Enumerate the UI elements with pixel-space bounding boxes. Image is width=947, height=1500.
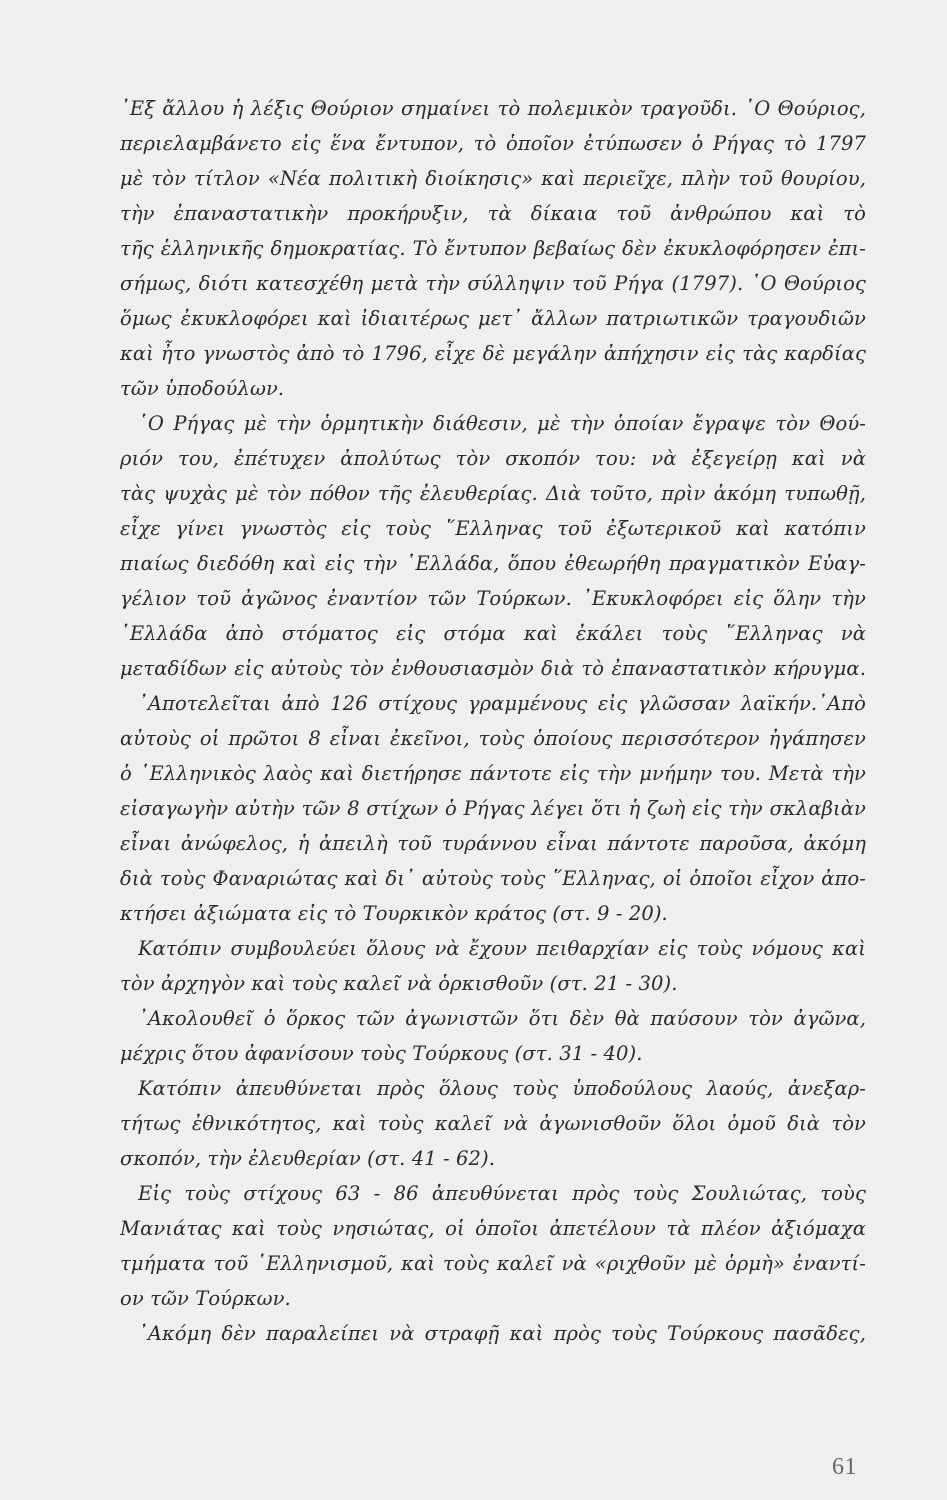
text-line: Εἰς τοὺς στίχους 63 - 86 ἀπευθύνεται πρὸς τοὺς Σουλιώτας, τοὺς — [138, 1182, 866, 1205]
text-line: περιελαμβάνετο εἰς ἕνα ἔντυπον, τὸ ὁποῖον ἐτύπωσεν ὁ Ρήγας τὸ 1797 — [120, 132, 866, 155]
text-line: τμήματα τοῦ ῾Ελληνισμοῦ, καὶ τοὺς καλεῖ νὰ «ριχθοῦν μὲ ὁρμὴ» ἐναντί- — [120, 1252, 866, 1275]
text-line: μέχρις ὅτου ἀφανίσουν τοὺς Τούρκους (στ. 31 - 40). — [120, 1042, 643, 1065]
text-line: ὅμως ἐκυκλοφόρει καὶ ἰδιαιτέρως μετ᾿ ἄλλων πατριωτικῶν τραγουδιῶν — [120, 307, 866, 330]
text-line: σήμως, διότι κατεσχέθη μετὰ τὴν σύλληψιν τοῦ Ρήγα (1797). ῾Ο Θούριος — [120, 272, 866, 295]
text-line: τήτως ἐθνικότητος, καὶ τοὺς καλεῖ νὰ ἀγωνισθοῦν ὅλοι ὁμοῦ διὰ τὸν — [120, 1112, 866, 1135]
text-line: πιαίως διεδόθη καὶ εἰς τὴν ῾Ελλάδα, ὅπου ἐθεωρήθη πραγματικὸν Εὐαγ- — [120, 552, 866, 575]
page-number: 61 — [832, 1454, 857, 1480]
text-line: μὲ τὸν τίτλον «Νέα πολιτικὴ διοίκησις» καὶ περιεῖχε, πλὴν τοῦ θουρίου, — [120, 167, 866, 190]
text-line: σκοπόν, τὴν ἐλευθερίαν (στ. 41 - 62). — [120, 1147, 496, 1170]
text-line: εἰσαγωγὴν αὐτὴν τῶν 8 στίχων ὁ Ρήγας λέγει ὅτι ἡ ζωὴ εἰς τὴν σκλαβιὰν — [120, 797, 866, 820]
text-line: ῾Ελλάδα ἀπὸ στόματος εἰς στόμα καὶ ἐκάλει τοὺς ῞Ελληνας νὰ — [120, 622, 866, 645]
text-line: ον τῶν Τούρκων. — [120, 1287, 291, 1310]
text-line: τὸν ἀρχηγὸν καὶ τοὺς καλεῖ νὰ ὁρκισθοῦν (στ. 21 - 30). — [120, 972, 678, 995]
text-line: κτήσει ἀξιώματα εἰς τὸ Τουρκικὸν κράτος (στ. 9 - 20). — [120, 902, 668, 925]
text-line: καὶ ἦτο γνωστὸς ἀπὸ τὸ 1796, εἶχε δὲ μεγάλην ἀπήχησιν εἰς τὰς καρδίας — [120, 342, 866, 365]
text-line: ᾿Αποτελεῖται ἀπὸ 126 στίχους γραμμένους εἰς γλῶσσαν λαϊκήν.᾿Απὸ — [138, 692, 866, 715]
text-line: Κατόπιν ἀπευθύνεται πρὸς ὅλους τοὺς ὑποδούλους λαούς, ἀνεξαρ- — [138, 1077, 866, 1100]
text-line: τῶν ὑποδούλων. — [120, 377, 285, 400]
text-line: αὐτοὺς οἱ πρῶτοι 8 εἶναι ἐκεῖνοι, τοὺς ὁποίους περισσότερον ἠγάπησεν — [120, 727, 866, 750]
text-line: γέλιον τοῦ ἀγῶνος ἐναντίον τῶν Τούρκων. ᾿Εκυκλοφόρει εἰς ὅλην τὴν — [120, 587, 866, 610]
text-line: ῾Ο Ρήγας μὲ τὴν ὁρμητικὴν διάθεσιν, μὲ τὴν ὁποίαν ἔγραψε τὸν Θού- — [138, 412, 866, 435]
text-line: τὰς ψυχὰς μὲ τὸν πόθον τῆς ἐλευθερίας. Διὰ τοῦτο, πρὶν ἀκόμη τυπωθῇ, — [120, 482, 866, 505]
text-line: ᾿Ακόμη δὲν παραλείπει νὰ στραφῇ καὶ πρὸς τοὺς Τούρκους πασᾶδες, — [138, 1322, 866, 1345]
text-line: τὴν ἐπαναστατικὴν προκήρυξιν, τὰ δίκαια τοῦ ἀνθρώπου καὶ τὸ — [120, 202, 866, 225]
text-line: διὰ τοὺς Φαναριώτας καὶ δι᾿ αὐτοὺς τοὺς ῞Ελληνας, οἱ ὁποῖοι εἶχον ἀπο- — [120, 867, 866, 890]
text-line: ᾿Εξ ἄλλου ἡ λέξις Θούριον σημαίνει τὸ πολεμικὸν τραγοῦδι. ῾Ο Θούριος, — [120, 97, 866, 120]
text-line: μεταδίδων εἰς αὐτοὺς τὸν ἐνθουσιασμὸν διὰ τὸ ἐπαναστατικὸν κήρυγμα. — [120, 657, 866, 680]
text-line: ᾿Ακολουθεῖ ὁ ὅρκος τῶν ἀγωνιστῶν ὅτι δὲν θὰ παύσουν τὸν ἀγῶνα, — [138, 1007, 866, 1030]
text-line: Κατόπιν συμβουλεύει ὅλους νὰ ἔχουν πειθαρχίαν εἰς τοὺς νόμους καὶ — [138, 937, 866, 960]
text-line: ὁ ῾Ελληνικὸς λαὸς καὶ διετήρησε πάντοτε εἰς τὴν μνήμην του. Μετὰ τὴν — [120, 762, 866, 785]
text-line: Μανιάτας καὶ τοὺς νησιώτας, οἱ ὁποῖοι ἀπετέλουν τὰ πλέον ἀξιόμαχα — [120, 1217, 866, 1240]
text-line: ριόν του, ἐπέτυχεν ἀπολύτως τὸν σκοπόν του: νὰ ἐξεγείρῃ καὶ νὰ — [120, 447, 866, 470]
text-line: εἶχε γίνει γνωστὸς εἰς τοὺς ῞Ελληνας τοῦ ἐξωτερικοῦ καὶ κατόπιν — [120, 517, 866, 540]
text-line: εἶναι ἀνώφελος, ἡ ἀπειλὴ τοῦ τυράννου εἶναι πάντοτε παροῦσα, ἀκόμη — [120, 832, 866, 855]
text-line: τῆς ἑλληνικῆς δημοκρατίας. Τὸ ἔντυπον βεβαίως δὲν ἐκυκλοφόρησεν ἐπι- — [120, 237, 866, 260]
